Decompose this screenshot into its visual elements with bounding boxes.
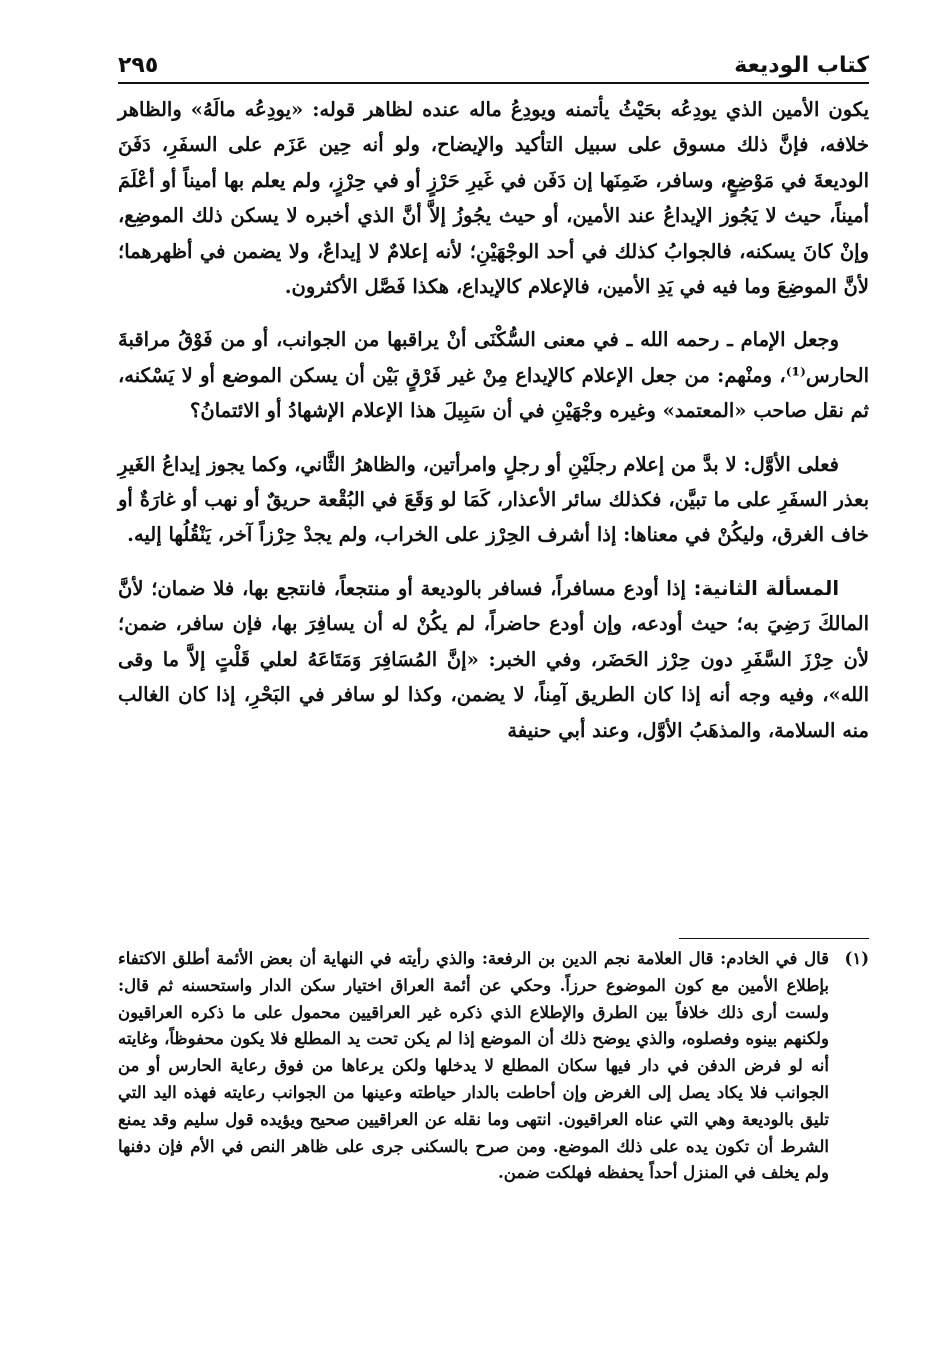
section-heading: المسألة الثانية: bbox=[693, 576, 840, 600]
paragraph-4-text: إذا أودع مسافراً، فسافر بالوديعة أو منتجعاً، فانتجع بها، فلا ضمان؛ لأنَّ المالكَ رَضِيَ به؛ حيث أودعه، وإن أودع حاضراً، لم يكُنْ له أن يسافِرَ بها، فإن سافر، ضمن؛ لأن حِرْزَ السَّفَرِ دون حِرْز الحَضَر، وفي الخبر: «إنَّ المُسَافِرَ وَمَتَاعَهُ لعلي قَلْتٍ إلاَّ ما وقى الله»، وفيه وجه أنه إذا كان الطريق آمِناً، لا يضمن، وكذا لو سافر في البَحْرِ، إذا كان الغالب منه السلامة، والمذهَبُ الأوَّل، وعند أبي حنيفة bbox=[118, 576, 869, 742]
footnote bbox=[118, 946, 869, 1187]
paragraph-1 bbox=[118, 92, 869, 304]
book-title: كتاب الوديعة bbox=[734, 53, 869, 78]
running-head bbox=[118, 38, 869, 84]
footnote-divider bbox=[679, 938, 869, 939]
paragraph-4 bbox=[118, 571, 869, 748]
paragraph-2-text: وجعل الإمام ـ رحمه الله ـ في معنى السُّكْنَى أنْ يراقبها من الجوانب، أو من فَوْقُ مراقبةَ الحارس⁽¹⁾، ومنْهم: من جعل الإعلام كالإيداع مِنْ غير فَرْقٍ بَيْن أن يسكن الموضع أو لا يَسْكنه، ثم نقل صاحب «المعتمد» وغيره وجْهَيْنِ في أن سَبِيلَ هذا الإعلام الإشهادُ أو الائتمانُ؟ bbox=[118, 328, 869, 423]
main-text bbox=[118, 92, 869, 766]
footnote-number: (١) bbox=[844, 949, 869, 968]
paragraph-2 bbox=[118, 322, 869, 428]
paragraph-1-text: يكون الأمين الذي يودِعُه بحَيْثُ يأتمنه ويودِعُ ماله عنده لظاهر قوله: «يودِعُه مالَهُ» والظاهر خلافه، فإنَّ ذلك مسوق على سبيل التأكيد والإيضاح، ولو أنه حِين عَزَم على السفَرِ، دَفَنَ الوديعةَ في مَوْضِعٍ، وسافر، ضَمِنَها إن دَفَن في غَيرِ حَرْزٍ أو في حِرْزٍ، ولم يعلم بها أميناً أو أعْلَمَ أميناً، حيث لا يَجُوز الإيداعُ عند الأمين، أو حيث يجُوزُ إلاَّ أنَّ الذي أخبره لا يسكن ذلك الموضِع، وإنْ كانَ يسكنه، فالجوابُ كذلك في أحد الوجْهَيْنِ؛ لأنه إعلامٌ لا إيداعٌ، ولا يضمن في أظهرهما؛ لأنَّ الموضِعَ وما فيه في يَدِ الأمين، فالإعلام كالإيداع، هكذا فَصَّل الأكثرون. bbox=[118, 98, 869, 299]
paragraph-3 bbox=[118, 447, 869, 553]
footnote-text: قال في الخادم: قال العلامة نجم الدين بن الرفعة: والذي رأيته في النهاية أن بعض الأئمة أطلق الاكتفاء بإطلاع الأمين مع كون الموضوع حرزاً. وحكي عن أئمة العراق اختيار سكن الدار واستحسنه ثم قال: ولست أرى ذلك خلافاً بين الطرق والإطلاع الذي ذكره غير العراقيين محمول على ما ذكره العراقيون ولكنهم بينوه وفصلوه، والذي يوضح ذلك أن الموضع إذا لم يكن تحت يد المطلع فلا يكون محفوظاً، وغايته أنه لو فرض الدفن في دار فيها سكان المطلع لا يدخلها ولكن يرعاها من فوق رعاية الحارس أو من الجوانب فلا يكاد يصل إلى الغرض وإن أحاطت بالدار حياطته وعينها من الجوانب رعايته فهذه اليد التي تليق بالوديعة وهي التي عناه العراقيون. انتهى وما نقله عن العراقيين صحيح ويؤيده قول سليم وقد يمنع الشرط أن تكون يده على ذلك الموضع. ومن صرح بالسكنى جرى على ظاهر النص في الأم فإن دفنها ولم يخلف في المنزل أحداً يحفظه فهلكت ضمن. bbox=[118, 949, 829, 1183]
page-number: ٢٩٥ bbox=[118, 53, 159, 78]
paragraph-3-text: فعلى الأوَّل: لا بدَّ من إعلام رجلَيْنِ أو رجلٍ وامرأتين، والظاهرُ الثَّاني، وكما يجوز إيداعُ الغَيرِ بعذر السفَرِ على ما تبيَّن، فكذلك سائر الأعذار، كَمَا لو وَقَعَ في البُقْعة حريقٌ أو نهب أو غارَةٌ أو خاف الغرق، وليكُنْ في معناها: إذا أشرف الحِرْز على الخراب، ولم يجدْ حِرْزاً آخر، يَنْقُلُها إليه. bbox=[118, 452, 869, 547]
